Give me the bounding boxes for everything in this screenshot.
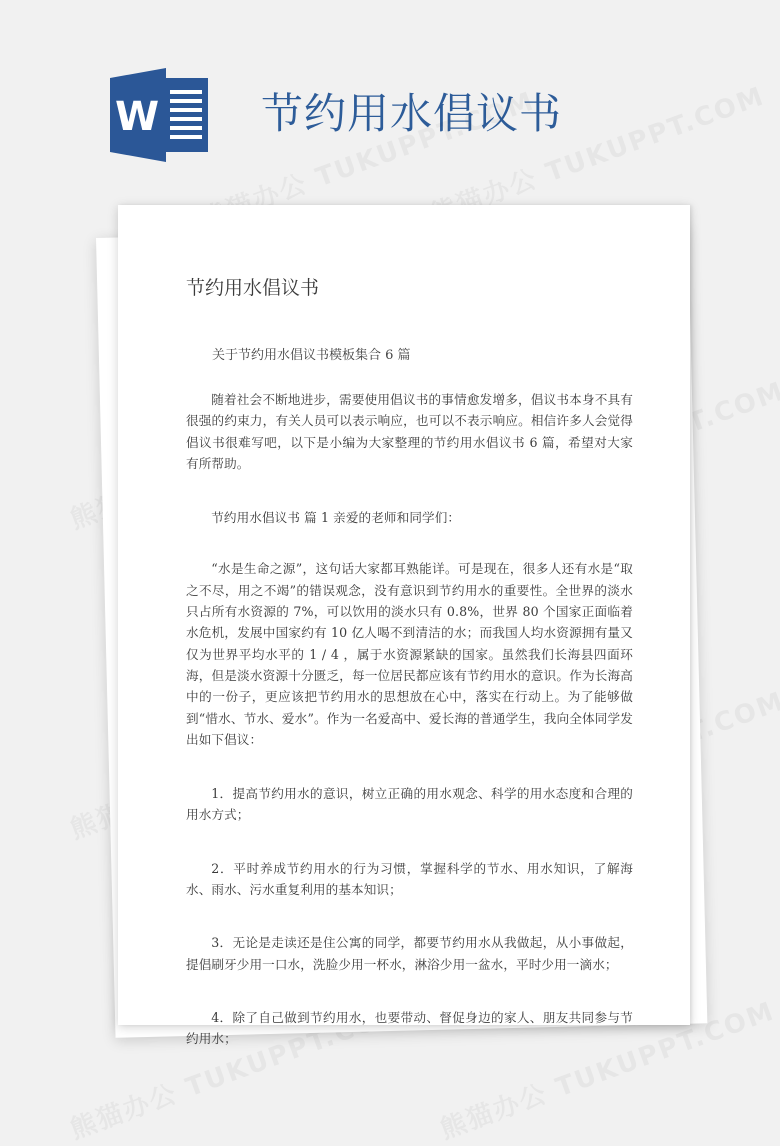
document-subtitle: 关于节约用水倡议书模板集合 6 篇 [212, 348, 411, 363]
intro-paragraph: 随着社会不断地进步，需要使用倡议书的事情愈发增多，倡议书本身不具有很强的约束力，有关人员可以表示响应，也可以不表示响应。相信许多人会觉得倡议书很难写吧，以下是小编为大家整理的节约用水倡议书 6 篇，希望对大家有所帮助。 [186, 392, 633, 471]
banner-header [0, 0, 780, 200]
document-title: 节约用水倡议书 [186, 277, 320, 299]
proposal-item-2: 2．平时养成节约用水的行为习惯，掌握科学的节水、用水知识，了解海水、雨水、污水重复利用的基本知识； [186, 860, 633, 898]
document-page [118, 205, 690, 1047]
greeting-paragraph: 节约用水倡议书 篇 1 亲爱的老师和同学们： [211, 510, 461, 526]
proposal-item-3: 3．无论是走读还是住公寓的同学，都要节约用水从我做起，从小事做起，提倡刷牙少用一口水，洗脸少用一杯水，淋浴少用一盆水，平时少用一滴水； [186, 935, 633, 972]
main-paragraph: “水是生命之源”，这句话大家都耳熟能详。可是现在，很多人还有水是“取之不尽，用之不竭”的错误观念，没有意识到节约用水的重要性。全世界的淡水只占所有水资源的 7%，可以饮用的淡水只有 0.8%，世界 80 个国家正面临着水危机，发展中国家约有 10 亿人喝不到清洁的水；而我国人均水资源拥有量又仅为世界平均水平的 1 / 4 ，属于水资源紧缺的国家。虽然我们长海县四面环海，但是淡水资源十分匮乏，每一位居民都应该有节约用水的意识。作为长海高中的一份子，更应该把节约用水的思想放在心中，落实在行动上。为了能够做到“惜水、节水、爱水”。作为一名爱高中、爱长海的普通学生，我向全体同学发出如下倡议： [186, 561, 633, 747]
proposal-item-1: 1．提高节约用水的意识，树立正确的用水观念、科学的用水态度和合理的用水方式； [186, 786, 633, 823]
banner-title: 节约用水倡议书 [261, 89, 563, 138]
word-icon [108, 68, 210, 162]
document-body [186, 275, 633, 1050]
proposal-item-4: 4．除了自己做到节约用水，也要带动、督促身边的家人、朋友共同参与节约用水； [186, 1009, 633, 1047]
svg-text:W: W [114, 94, 160, 140]
